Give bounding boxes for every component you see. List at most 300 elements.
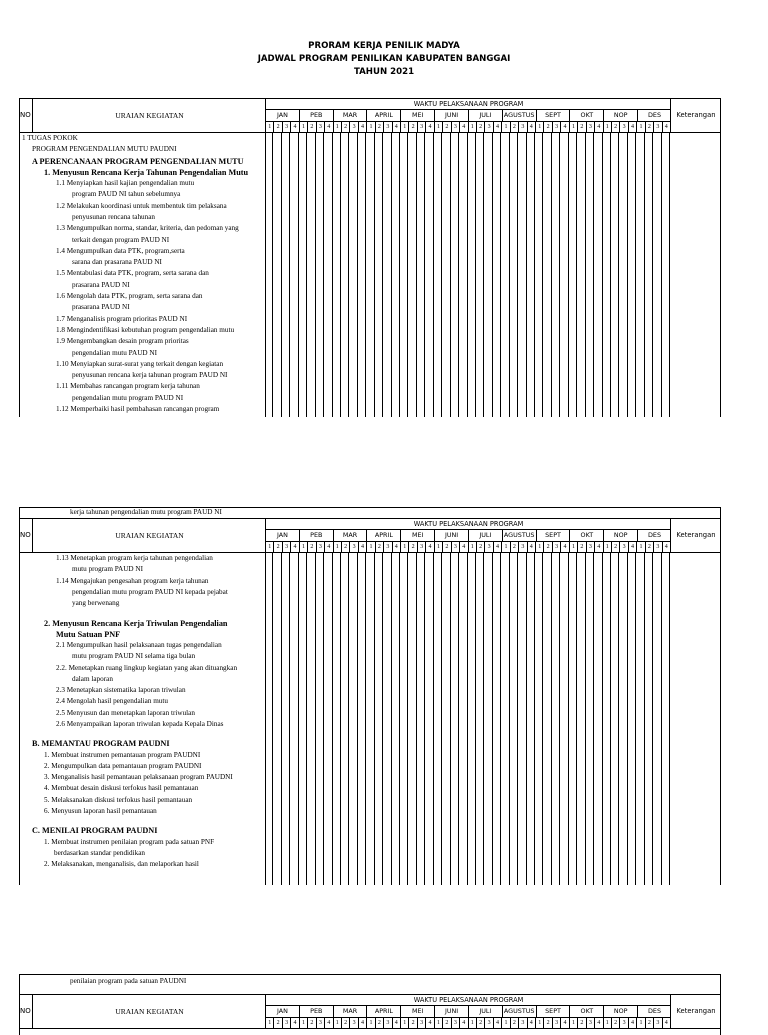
week-header: 3 [519, 122, 527, 132]
activity-row: 1.12 Memperbaiki hasil pembahasan rancangan program [56, 405, 220, 413]
header-waktu [265, 995, 671, 1028]
week-header: 3 [317, 1018, 325, 1028]
week-header: 2 [477, 122, 485, 132]
header-waktu-title: WAKTU PELAKSANAAN PROGRAM [266, 995, 671, 1006]
week-header: 2 [342, 542, 350, 552]
activity-row: 2.3 Menetapkan sistematika laporan triwulan [56, 686, 186, 695]
week-column [442, 133, 450, 417]
week-header: 4 [629, 122, 637, 132]
week-header: 1 [401, 1018, 409, 1028]
week-column [603, 553, 611, 885]
week-header: 1 [536, 122, 544, 132]
week-header: 3 [587, 122, 595, 132]
week-header: 2 [308, 1018, 316, 1028]
week-column [476, 553, 484, 885]
activity-row: yang berwenang [72, 599, 120, 608]
week-column [636, 133, 644, 417]
week-column [434, 553, 442, 885]
week-header: 4 [460, 122, 468, 132]
week-header: 1 [367, 122, 375, 132]
week-header: 2 [376, 122, 384, 132]
week-header: 4 [595, 542, 603, 552]
month-header: DES [648, 1007, 662, 1015]
week-header: 3 [553, 122, 561, 132]
title-line-3: TAHUN 2021 [353, 67, 415, 77]
header-no: NO [20, 531, 31, 539]
activity-row: pengendalian mutu program PAUD NI [72, 393, 184, 402]
activity-row: 3. Menganalisis hasil pemantauan pelaksanaan program PAUDNI [44, 773, 233, 782]
week-header: 1 [266, 1018, 274, 1028]
month-header: DES [648, 111, 662, 119]
month-header: JUNI [435, 1006, 469, 1017]
week-column [645, 553, 653, 885]
column-divider [265, 133, 266, 417]
week-header: 4 [291, 122, 299, 132]
week-header: 2 [544, 542, 552, 552]
week-header: 3 [384, 1018, 392, 1028]
month-header: NOP [604, 110, 638, 121]
week-header: 2 [646, 1018, 654, 1028]
header-uraian: URAIAN KEGIATAN [32, 519, 266, 552]
header-no: NO [20, 111, 31, 119]
activity-row: 1.5 Mentabulasi data PTK, program, serta sarana dan [56, 269, 209, 278]
month-header: JAN [266, 1006, 300, 1017]
week-header: 1 [536, 542, 544, 552]
month-header: JUNI [435, 110, 469, 121]
week-header: 2 [578, 542, 586, 552]
week-header: 2 [544, 1018, 552, 1028]
week-header: 3 [384, 122, 392, 132]
week-column [299, 133, 307, 417]
week-header: 1 [570, 1018, 578, 1028]
week-header: 4 [663, 122, 671, 132]
week-header: 3 [620, 542, 628, 552]
month-header: MAR [334, 530, 368, 541]
activity-row: Mutu Satuan PNF [56, 629, 121, 639]
carryover-row-3 [19, 974, 721, 995]
week-header: 4 [325, 542, 333, 552]
week-header: 2 [511, 122, 519, 132]
week-header: 4 [663, 542, 671, 552]
week-header: 1 [367, 1018, 375, 1028]
week-column [535, 553, 543, 885]
month-header: NOP [604, 530, 638, 541]
week-column [451, 133, 459, 417]
week-column [425, 133, 433, 417]
week-header: 3 [620, 122, 628, 132]
week-header: 4 [561, 1018, 569, 1028]
activity-row: pengendalian mutu PAUD NI [72, 348, 157, 357]
week-column [349, 553, 357, 885]
activity-row: program PAUD NI tahun sebelumnya [72, 190, 181, 199]
week-header: 3 [587, 542, 595, 552]
header-keterangan: Keterangan [670, 99, 721, 132]
week-column [366, 133, 374, 417]
week-column [501, 133, 509, 417]
week-column [324, 133, 332, 417]
week-header: 1 [401, 122, 409, 132]
week-header: 2 [308, 122, 316, 132]
week-column [628, 133, 636, 417]
month-header: DES [648, 531, 662, 539]
week-header: 4 [528, 1018, 536, 1028]
week-column [560, 133, 568, 417]
week-header: 3 [519, 1018, 527, 1028]
header-uraian: URAIAN KEGIATAN [32, 995, 266, 1028]
month-header: MAR [334, 1006, 368, 1017]
week-header: 3 [350, 542, 358, 552]
month-header: OKT [570, 530, 604, 541]
week-header: 4 [663, 1018, 671, 1028]
week-header: 1 [300, 542, 308, 552]
activity-row: 1.3 Mengumpulkan norma, standar, kriteria, dan pedoman yang [56, 224, 239, 233]
week-header: 1 [266, 122, 274, 132]
week-header: 2 [342, 1018, 350, 1028]
week-column [383, 133, 391, 417]
week-header: 1 [334, 122, 342, 132]
week-header: 1 [300, 122, 308, 132]
month-header: NOP [604, 1006, 638, 1017]
week-header: 3 [654, 122, 662, 132]
week-header: 3 [654, 542, 662, 552]
week-header: 3 [553, 542, 561, 552]
activity-row: terkait dengan program PAUD NI [72, 235, 170, 244]
activity-row: penyusunan rencana tahunan [72, 212, 156, 221]
week-header: 2 [443, 542, 451, 552]
week-header: 1 [604, 122, 612, 132]
week-column [273, 133, 281, 417]
week-column [577, 553, 585, 885]
activity-row: mutu program PAUD NI [72, 565, 144, 574]
week-header: 1 [536, 1018, 544, 1028]
week-column [307, 133, 315, 417]
week-header: 3 [485, 122, 493, 132]
week-header: 4 [393, 122, 401, 132]
week-column [586, 553, 594, 885]
activity-row: PROGRAM PENGENDALIAN MUTU PAUDNI [32, 145, 177, 154]
activity-row: 1.11 Membahas rancangan program kerja tahunan [56, 382, 200, 391]
week-column [552, 553, 560, 885]
activity-row: pengendalian mutu program PAUD NI kepada pejabat [72, 587, 228, 596]
activity-row: 2.5 Menyusun dan menetapkan laporan triwulan [56, 708, 195, 717]
week-header: 2 [376, 1018, 384, 1028]
week-header: 4 [426, 122, 434, 132]
week-header: 3 [350, 1018, 358, 1028]
week-header: 3 [654, 1018, 662, 1028]
week-header: 3 [283, 122, 291, 132]
week-header: 1 [469, 122, 477, 132]
week-column [611, 553, 619, 885]
week-column [400, 553, 408, 885]
week-header: 4 [359, 122, 367, 132]
week-column [569, 133, 577, 417]
week-header: 4 [460, 542, 468, 552]
activity-row: dalam laporan [72, 674, 113, 683]
week-header: 1 [334, 542, 342, 552]
week-header: 2 [578, 1018, 586, 1028]
week-column [358, 133, 366, 417]
schedule-table-3 [19, 994, 721, 1035]
week-header: 4 [359, 542, 367, 552]
week-header: 1 [469, 1018, 477, 1028]
week-column [316, 133, 324, 417]
week-column [518, 553, 526, 885]
month-header: PEB [300, 530, 334, 541]
week-header: 2 [646, 122, 654, 132]
week-column [484, 133, 492, 417]
week-column [543, 133, 551, 417]
week-header: 1 [570, 122, 578, 132]
week-column [527, 133, 535, 417]
week-column [662, 553, 670, 885]
month-header: JAN [266, 530, 300, 541]
week-header: 1 [367, 542, 375, 552]
activity-row: 4. Membuat desain diskusi terfokus hasil pemantauan [44, 784, 199, 793]
week-column [611, 133, 619, 417]
week-column [375, 133, 383, 417]
week-header: 4 [494, 1018, 502, 1028]
week-header: 4 [561, 122, 569, 132]
activity-row: 2.4 Mengolah hasil pengendalian mutu [56, 697, 168, 706]
week-column [290, 133, 298, 417]
week-header: 1 [334, 1018, 342, 1028]
week-header: 4 [426, 542, 434, 552]
week-header: 1 [502, 122, 510, 132]
week-header: 1 [435, 1018, 443, 1028]
week-header: 1 [469, 542, 477, 552]
week-column [265, 133, 273, 417]
week-column [619, 133, 627, 417]
week-column [662, 133, 670, 417]
week-column [358, 553, 366, 885]
week-column [307, 553, 315, 885]
activity-row: 1.13 Menetapkan program kerja tahunan pengendalian [56, 554, 213, 562]
week-header: 3 [317, 542, 325, 552]
week-header: 2 [477, 1018, 485, 1028]
table-body [20, 133, 720, 417]
title-line-2: JADWAL PROGRAM PENILIKAN KABUPATEN BANGGAI [257, 54, 511, 64]
week-header: 1 [570, 542, 578, 552]
activity-row: 6. Menyusun laporan hasil pemantauan [44, 807, 157, 815]
week-column [560, 553, 568, 885]
month-header: JULI [469, 110, 503, 121]
activity-row: A PERENCANAAN PROGRAM PENGENDALIAN MUTU [32, 156, 244, 166]
week-header: 4 [494, 542, 502, 552]
week-header: 2 [308, 542, 316, 552]
carryover-text: kerja tahunan pengendalian mutu program PAUD NI [70, 508, 222, 516]
week-header: 2 [274, 542, 282, 552]
week-column [628, 553, 636, 885]
table-header [20, 99, 720, 133]
activity-row: 1.7 Menganalisis program prioritas PAUD NI [56, 314, 188, 323]
month-header: JULI [469, 530, 503, 541]
week-column [501, 553, 509, 885]
month-header: APRIL [367, 1006, 401, 1017]
activity-row: 1.4 Mengumpulkan data PTK, program,serta [56, 246, 185, 255]
week-header: 3 [317, 122, 325, 132]
week-column [417, 553, 425, 885]
week-header: 3 [283, 542, 291, 552]
week-header: 2 [443, 122, 451, 132]
week-header: 3 [418, 122, 426, 132]
week-header: 2 [274, 1018, 282, 1028]
activity-row: sarana dan prasarana PAUD NI [72, 258, 162, 267]
month-header: PEB [300, 1006, 334, 1017]
week-header: 3 [350, 122, 358, 132]
week-column [653, 553, 661, 885]
week-column [333, 133, 341, 417]
week-header: 4 [291, 1018, 299, 1028]
activity-row: 2. Menyusun Rencana Kerja Triwulan Pengendalian [44, 618, 228, 628]
week-column [400, 133, 408, 417]
activity-row: 1.2 Melakukan koordinasi untuk membentuk tim pelaksana [56, 201, 227, 210]
week-header: 2 [578, 122, 586, 132]
week-column [484, 553, 492, 885]
week-header: 1 [435, 122, 443, 132]
week-column [282, 553, 290, 885]
week-column [383, 553, 391, 885]
week-header: 4 [325, 1018, 333, 1028]
month-header: MEI [401, 110, 435, 121]
document-titles [0, 40, 768, 79]
month-header: OKT [570, 110, 604, 121]
week-header: 1 [604, 542, 612, 552]
activity-row: 1. Membuat instrumen penilaian program pada satuan PNF [44, 837, 215, 846]
activity-row: C. MENILAI PROGRAM PAUDNI [32, 826, 158, 836]
month-header: SEPT [537, 1006, 571, 1017]
week-header: 2 [544, 122, 552, 132]
month-header: AGUSTUS [503, 530, 537, 541]
week-column [459, 553, 467, 885]
week-header: 1 [637, 1018, 645, 1028]
week-header: 3 [452, 542, 460, 552]
week-header: 2 [409, 122, 417, 132]
week-header: 1 [266, 542, 274, 552]
activity-row: mutu program PAUD NI selama tiga bulan [72, 652, 196, 661]
activity-row: 2.1 Mengumpulkan hasil pelaksanaan tugas pengendalian [56, 640, 222, 649]
carryover-text: penilaian program pada satuan PAUDNI [70, 977, 187, 985]
activity-row: 1. Menyusun Rencana Kerja Tahunan Pengendalian Mutu [44, 167, 249, 177]
week-header: 1 [300, 1018, 308, 1028]
week-column [341, 133, 349, 417]
week-grid [265, 133, 670, 417]
header-keterangan: Keterangan [670, 519, 721, 552]
week-column [619, 553, 627, 885]
week-header: 2 [376, 542, 384, 552]
activity-row: prasarana PAUD NI [72, 303, 130, 312]
week-header: 3 [519, 542, 527, 552]
week-column [510, 133, 518, 417]
week-column [594, 133, 602, 417]
week-column [316, 553, 324, 885]
week-header: 4 [460, 1018, 468, 1028]
week-column [417, 133, 425, 417]
carryover-row-2 [19, 507, 721, 518]
week-header: 1 [502, 1018, 510, 1028]
activity-row: 1 TUGAS POKOK [22, 134, 78, 142]
header-waktu [265, 519, 671, 552]
week-column [493, 553, 501, 885]
week-header: 4 [629, 542, 637, 552]
week-header: 2 [646, 542, 654, 552]
week-column [349, 133, 357, 417]
week-header: 2 [511, 542, 519, 552]
week-column [518, 133, 526, 417]
header-waktu-title: WAKTU PELAKSANAAN PROGRAM [266, 519, 671, 530]
week-header: 2 [612, 122, 620, 132]
activity-row: 1.1 Menyiapkan hasil kajian pengendalian mutu [56, 179, 195, 187]
week-header: 2 [342, 122, 350, 132]
week-header: 1 [637, 542, 645, 552]
week-header: 2 [443, 1018, 451, 1028]
week-column [645, 133, 653, 417]
week-header: 4 [595, 122, 603, 132]
week-column [468, 553, 476, 885]
week-header: 3 [587, 1018, 595, 1028]
header-uraian: URAIAN KEGIATAN [32, 99, 266, 132]
week-header: 4 [393, 1018, 401, 1028]
header-waktu-title: WAKTU PELAKSANAAN PROGRAM [266, 99, 671, 110]
week-column [577, 133, 585, 417]
month-header: AGUSTUS [503, 1006, 537, 1017]
activity-row: 1.14 Mengajukan pengesahan program kerja tahunan [56, 576, 209, 585]
week-header: 1 [435, 542, 443, 552]
week-column [375, 553, 383, 885]
month-header: JULI [469, 1006, 503, 1017]
week-column [527, 553, 535, 885]
month-header: MEI [401, 1006, 435, 1017]
week-header: 3 [418, 542, 426, 552]
activity-row: 2. Melaksanakan, menganalisis, dan melaporkan hasil [44, 860, 199, 869]
week-header: 1 [502, 542, 510, 552]
activity-row: 1.9 Mengembangkan desain program prioritas [56, 337, 189, 346]
activity-row: B. MEMANTAU PROGRAM PAUDNI [32, 739, 170, 749]
header-waktu [265, 99, 671, 132]
week-header: 3 [283, 1018, 291, 1028]
week-header: 2 [409, 542, 417, 552]
activity-row: 2.6 Menyampaikan laporan triwulan kepada Kepala Dinas [56, 720, 224, 728]
week-column [586, 133, 594, 417]
week-header: 3 [485, 1018, 493, 1028]
week-column [282, 133, 290, 417]
week-column [392, 133, 400, 417]
week-header: 2 [511, 1018, 519, 1028]
header-no: NO [20, 1007, 31, 1015]
week-column [653, 133, 661, 417]
month-header: MEI [401, 530, 435, 541]
month-header: SEPT [537, 530, 571, 541]
week-header: 4 [561, 542, 569, 552]
week-header: 2 [477, 542, 485, 552]
table-header [20, 519, 720, 553]
week-header: 2 [612, 542, 620, 552]
week-column [451, 553, 459, 885]
week-column [273, 553, 281, 885]
header-keterangan: Keterangan [670, 995, 721, 1028]
week-header: 4 [629, 1018, 637, 1028]
activity-row: 1.6 Mengolah data PTK, program, serta sarana dan [56, 292, 203, 300]
week-header: 2 [612, 1018, 620, 1028]
week-column [468, 133, 476, 417]
activity-row: 1. Membuat instrumen pemantauan program PAUDNI [44, 750, 201, 759]
week-header: 1 [604, 1018, 612, 1028]
schedule-table-2 [19, 518, 721, 885]
week-column [569, 553, 577, 885]
week-column [265, 553, 273, 885]
week-header: 4 [528, 542, 536, 552]
week-column [333, 553, 341, 885]
week-header: 3 [384, 542, 392, 552]
